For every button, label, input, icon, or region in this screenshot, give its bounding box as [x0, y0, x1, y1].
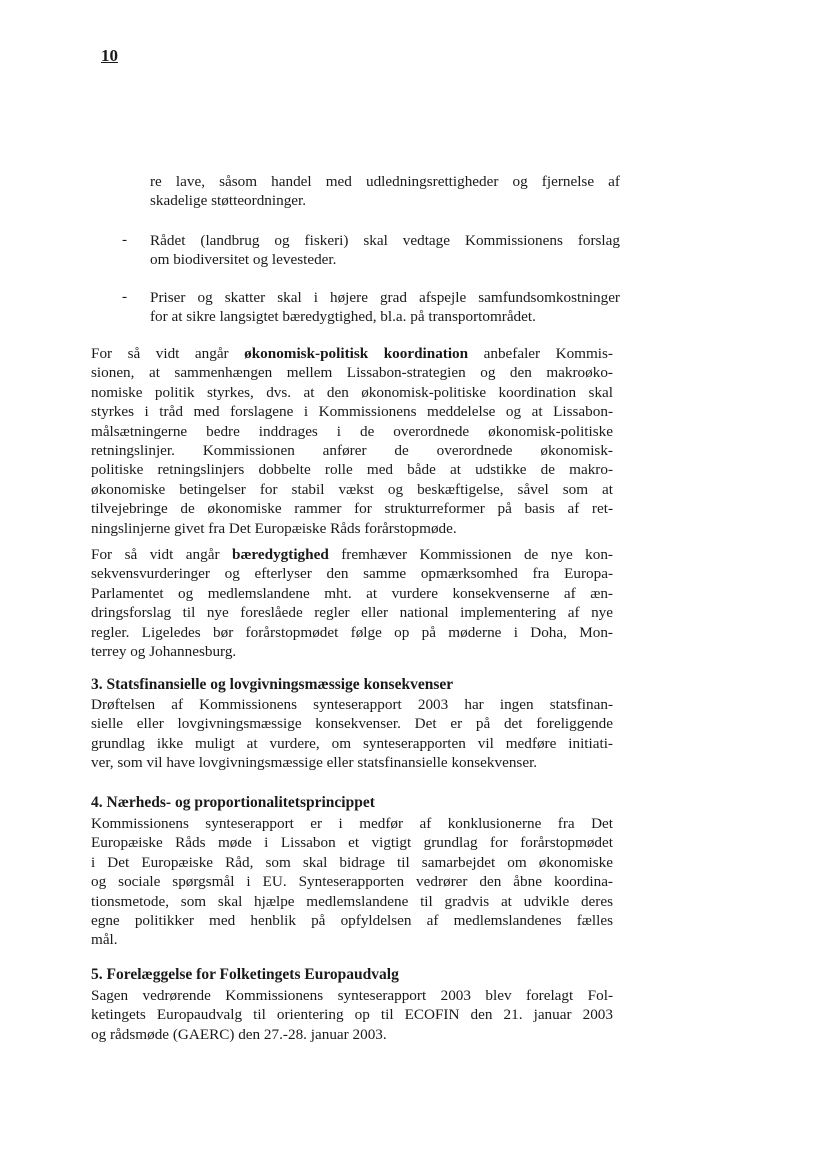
text-line: ver, som vil have lovgivningsmæssige eller statsfinansielle konsekvenser.: [91, 754, 538, 772]
text-run: anbefaler Kommis-: [468, 345, 613, 362]
text-line: [91, 344, 613, 363]
text-line: og rådsmøde (GAERC) den 27.-28. januar 2003.: [91, 1025, 387, 1043]
text-line: regler. Ligeledes bør forårstopmødet følge op på møderne i Doha, Mon-: [91, 623, 613, 641]
text-line: om biodiversitet og levesteder.: [150, 251, 337, 269]
section-heading-4: 4. Nærheds- og proportionalitetsprincippet: [91, 794, 375, 811]
bullet-dash: -: [122, 231, 128, 248]
section-body-5: [91, 986, 613, 1044]
section-body-3: [91, 695, 613, 773]
text-line: nomiske politik styrkes, dvs. at den økonomisk-politiske koordination skal: [91, 383, 613, 401]
text-line: Drøftelsen af Kommissionens synteserapport 2003 har ingen statsfinan-: [91, 696, 613, 713]
text-run: fremhæver Kommissionen de nye kon-: [328, 546, 613, 563]
text-line: egne politikker med henblik på opfyldelsen af medlemslandenes fælles: [91, 912, 613, 930]
text-line: tilvejebringe de økonomiske rammer for strukturreformer på basis af ret-: [91, 500, 613, 518]
text-line: Parlamentet og medlemslandene mht. at vurdere konsekvenserne af æn-: [91, 584, 613, 602]
text-line: for at sikre langsigtet bæredygtighed, bl.a. på transportområdet.: [150, 308, 536, 326]
text-line: ningslinjerne givet fra Det Europæiske Råds forårstopmøde.: [91, 519, 457, 537]
text-line: re lave, såsom handel med udledningsrettigheder og fjernelse af: [150, 173, 620, 190]
bold-term: økonomisk-politisk koordination: [244, 345, 469, 362]
section-heading-3: 3. Statsfinansielle og lovgivningsmæssige konsekvenser: [91, 676, 454, 693]
bullet-item: [150, 288, 620, 327]
paragraph-economic-coordination: [91, 344, 613, 538]
text-line: styrkes i tråd med forslagene i Kommissionens meddelelse og at Lissabon-: [91, 403, 613, 421]
bullet-continuation: [150, 172, 620, 211]
text-line: i Det Europæiske Råd, som skal bidrage til samarbejdet om økonomiske: [91, 853, 613, 871]
text-run: For så vidt angår: [91, 546, 232, 563]
section-body-4: [91, 814, 613, 950]
text-line: målsætningerne bedre inddrages i de overordnede økonomisk-politiske: [91, 422, 613, 440]
page-number: 10: [101, 46, 118, 65]
text-line: grundlag ikke muligt at vurdere, om synteserapporten vil medføre initiati-: [91, 734, 613, 752]
text-line: og sociale spørgsmål i EU. Synteserapporten vedrører den åbne koordina-: [91, 873, 613, 891]
text-line: dringsforslag til nye foreslåede regler eller national implementering af nye: [91, 604, 613, 622]
text-line: økonomiske betingelser for stabil vækst og beskæftigelse, såvel som at: [91, 480, 613, 498]
text-line: sekvensvurderinger og efterlyser den samme opmærksomhed fra Europa-: [91, 565, 613, 583]
paragraph-sustainability: [91, 545, 613, 661]
text-line: retningslinjer. Kommissionen anfører de overordnede økonomisk-: [91, 442, 613, 460]
bullet-item: [150, 231, 620, 270]
text-line: skadelige støtteordninger.: [150, 192, 307, 210]
text-line: ketingets Europaudvalg til orientering op til ECOFIN den 21. januar 2003: [91, 1006, 613, 1024]
text-line: mål.: [91, 931, 118, 949]
text-line: sionen, at sammenhængen mellem Lissabon-strategien og den makroøko-: [91, 364, 613, 382]
text-line: Priser og skatter skal i højere grad afspejle samfundsomkostninger: [150, 289, 620, 306]
text-line: tionsmetode, som skal hjælpe medlemslandene til gradvis at udvikle deres: [91, 892, 613, 910]
text-line: sielle eller lovgivningsmæssige konsekvenser. Det er på det foreliggende: [91, 715, 613, 733]
text-line: Sagen vedrørende Kommissionens synteserapport 2003 blev forelagt Fol-: [91, 987, 613, 1004]
text-line: Europæiske Råds møde i Lissabon et vigtigt grundlag for forårstopmødet: [91, 834, 613, 852]
text-line: Kommissionens synteserapport er i medfør af konklusionerne fra Det: [91, 815, 613, 832]
text-line: Rådet (landbrug og fiskeri) skal vedtage Kommissionens forslag: [150, 232, 620, 249]
text-run: For så vidt angår: [91, 345, 245, 362]
bold-term: bæredygtighed: [232, 546, 329, 563]
text-line: [91, 545, 613, 564]
section-heading-5: 5. Forelæggelse for Folketingets Europaudvalg: [91, 966, 399, 983]
bullet-dash: -: [122, 288, 128, 305]
text-line: terrey og Johannesburg.: [91, 643, 237, 661]
text-line: politiske retningslinjers dobbelte rolle med både at udstikke de makro-: [91, 461, 613, 479]
